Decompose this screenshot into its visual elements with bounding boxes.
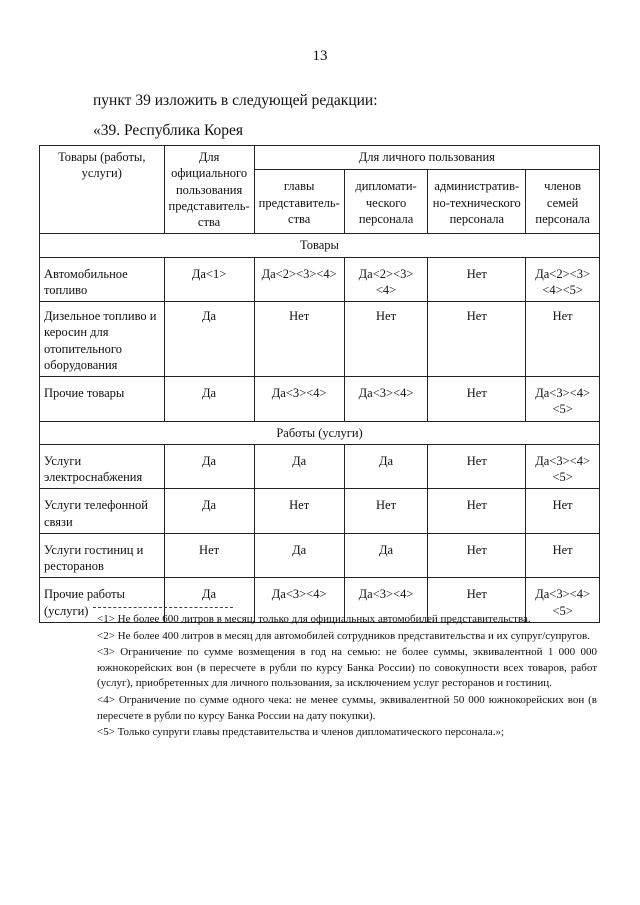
cell-heads: Нет xyxy=(254,489,344,534)
section-goods-label: Товары xyxy=(40,234,600,257)
cell-diplomatic: Нет xyxy=(344,489,428,534)
cell-official: Да<1> xyxy=(164,257,254,302)
cell-family: Нет xyxy=(526,489,600,534)
cell-admin: Нет xyxy=(428,533,526,578)
header-heads: главы представитель-ства xyxy=(254,170,344,234)
cell-official: Да xyxy=(164,302,254,377)
cell-heads: Да<3><4> xyxy=(254,377,344,422)
page-number: 13 xyxy=(312,48,328,64)
cell-diplomatic: Да xyxy=(344,444,428,489)
cell-heads: Да<3><4> xyxy=(254,578,344,623)
cell-diplomatic: Да<2><3><4> xyxy=(344,257,428,302)
cell-admin: Нет xyxy=(428,578,526,623)
cell-heads: Да<2><3><4> xyxy=(254,257,344,302)
row-name: Дизельное топливо и керосин для отопительного оборудования xyxy=(40,302,165,377)
cell-admin: Нет xyxy=(428,489,526,534)
row-name: Услуги электроснабжения xyxy=(40,444,165,489)
cell-official: Да xyxy=(164,377,254,422)
row-name: Услуги телефонной связи xyxy=(40,489,165,534)
footnotes xyxy=(97,612,597,742)
footnote-5: <5> Только супруги главы представительства и членов дипломатического персонала.»; xyxy=(97,726,505,739)
header-goods: Товары (работы, услуги) xyxy=(40,146,165,234)
cell-family: Нет xyxy=(526,302,600,377)
row-name: Автомобильное топливо xyxy=(40,257,165,302)
header-family: членов семей персонала xyxy=(526,170,600,234)
cell-official: Да xyxy=(164,578,254,623)
cell-heads: Да xyxy=(254,533,344,578)
section-services-label: Работы (услуги) xyxy=(40,421,600,444)
table-row xyxy=(40,377,600,422)
cell-official: Да xyxy=(164,444,254,489)
cell-admin: Нет xyxy=(428,302,526,377)
cell-official: Да xyxy=(164,489,254,534)
row-name: Прочие товары xyxy=(40,377,165,422)
row-name: Услуги гостиниц и ресторанов xyxy=(40,533,165,578)
table-row xyxy=(40,444,600,489)
cell-admin: Нет xyxy=(428,257,526,302)
footnote-1: <1> Не более 600 литров в месяц, только для официальных автомобилей представительства. xyxy=(97,613,531,625)
footnote-4: <4> Ограничение по сумме одного чека: не менее суммы, эквивалентной 50 000 южнокорейских вон (в пересчете в рубли по курсу Банка России на дату покупки). xyxy=(97,694,597,722)
footnote-separator xyxy=(93,607,233,608)
intro-text: пункт 39 изложить в следующей редакции: xyxy=(93,92,378,109)
cell-diplomatic: Да xyxy=(344,533,428,578)
table-row xyxy=(40,257,600,302)
header-official: Для официального пользования представитель-ства xyxy=(164,146,254,234)
footnote-3: <3> Ограничение по сумме возмещения в год на семью: не более суммы, эквивалентной 1 000 000 южнокорейских вон (в пересчете в рубли по курсу Банка России) по совокупности всех товаров, работ (услуг), приобретенных для личного пользования, за исключением услуг ресторанов и гостиниц. xyxy=(97,646,597,690)
table-row xyxy=(40,302,600,377)
cell-family: Нет xyxy=(526,533,600,578)
cell-family: Да<2><3><4><5> xyxy=(526,257,600,302)
privileges-table xyxy=(39,145,600,623)
cell-family: Да<3><4><5> xyxy=(526,578,600,623)
row-name: Прочие работы (услуги) xyxy=(40,578,165,623)
cell-heads: Да xyxy=(254,444,344,489)
cell-family: Да<3><4><5> xyxy=(526,377,600,422)
footnote-2: <2> Не более 400 литров в месяц для автомобилей сотрудников представительства и их супруг/супругов. xyxy=(97,629,590,642)
cell-admin: Нет xyxy=(428,377,526,422)
cell-heads: Нет xyxy=(254,302,344,377)
section-heading: «39. Республика Корея xyxy=(93,122,244,139)
header-diplomatic: дипломати-ческого персонала xyxy=(344,170,428,234)
table-row xyxy=(40,489,600,534)
cell-official: Нет xyxy=(164,533,254,578)
cell-admin: Нет xyxy=(428,444,526,489)
cell-family: Да<3><4><5> xyxy=(526,444,600,489)
table-row xyxy=(40,533,600,578)
cell-diplomatic: Да<3><4> xyxy=(344,578,428,623)
header-personal: Для личного пользования xyxy=(254,146,599,170)
header-admin: административ-но-технического персонала xyxy=(428,170,526,234)
cell-diplomatic: Да<3><4> xyxy=(344,377,428,422)
cell-diplomatic: Нет xyxy=(344,302,428,377)
